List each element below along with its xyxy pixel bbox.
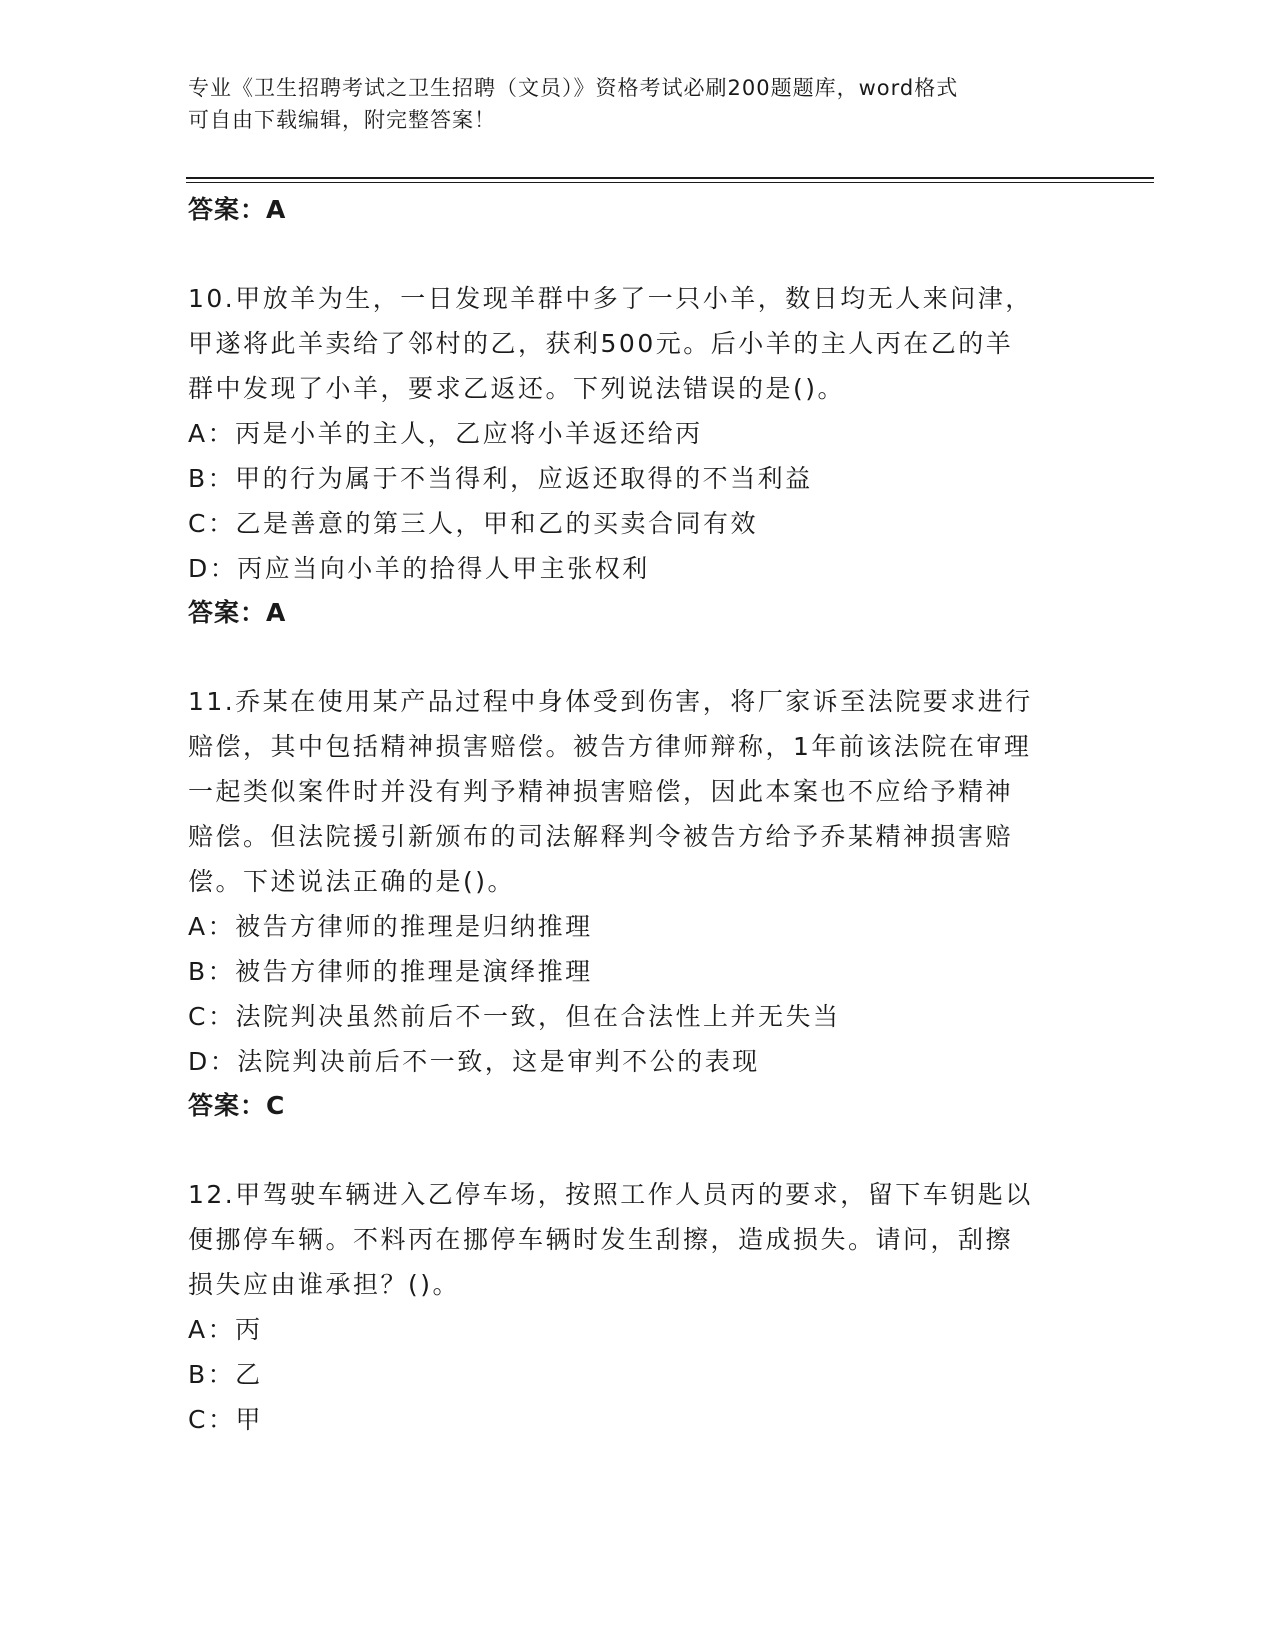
question-12: [188, 1172, 1088, 1442]
spacer: [188, 1128, 1088, 1172]
header-line-2: 可自由下载编辑，附完整答案！: [188, 108, 496, 132]
stem-line: 甲遂将此羊卖给了邻村的乙，获利500元。后小羊的主人丙在乙的羊: [188, 329, 1014, 358]
question-stem: [188, 276, 1088, 411]
stem-line: 偿。下述说法正确的是()。: [188, 867, 516, 896]
header-divider-thin: [186, 182, 1154, 183]
stem-line: 赔偿，其中包括精神损害赔偿。被告方律师辩称，1年前该法院在审理: [188, 732, 1032, 761]
header-line-1: 专业《卫生招聘考试之卫生招聘（文员）》资格考试必刷200题题库，word格式: [188, 76, 959, 100]
question-stem: [188, 1172, 1088, 1307]
spacer: [188, 232, 1088, 276]
answer-label: 答案：C: [188, 1091, 286, 1120]
option-c: C：法院判决虽然前后不一致，但在合法性上并无失当: [188, 1002, 841, 1031]
option-c: C：甲: [188, 1405, 263, 1434]
stem-line: 10.甲放羊为生，一日发现羊群中多了一只小羊，数日均无人来问津，: [188, 284, 1033, 313]
option-c: C：乙是善意的第三人，甲和乙的买卖合同有效: [188, 509, 758, 538]
option-b: B：甲的行为属于不当得利，应返还取得的不当利益: [188, 464, 813, 493]
answer-label: 答案：A: [188, 598, 287, 627]
question-list: [188, 188, 1088, 1442]
stem-line: 一起类似案件时并没有判予精神损害赔偿，因此本案也不应给予精神: [188, 777, 1014, 806]
question-stem: [188, 679, 1088, 904]
stem-line: 赔偿。但法院援引新颁布的司法解释判令被告方给予乔某精神损害赔: [188, 822, 1014, 851]
stem-line: 损失应由谁承担？()。: [188, 1270, 461, 1299]
question-10: [188, 276, 1088, 635]
question-11: [188, 679, 1088, 1128]
document-header: [188, 72, 1088, 136]
option-a: A：丙: [188, 1315, 263, 1344]
option-d: D：法院判决前后不一致，这是审判不公的表现: [188, 1047, 760, 1076]
spacer: [188, 635, 1088, 679]
header-divider-thick: [186, 177, 1154, 179]
stem-line: 12.甲驾驶车辆进入乙停车场，按照工作人员丙的要求，留下车钥匙以: [188, 1180, 1033, 1209]
stem-line: 群中发现了小羊，要求乙返还。下列说法错误的是()。: [188, 374, 846, 403]
stem-line: 便挪停车辆。不料丙在挪停车辆时发生刮擦，造成损失。请问，刮擦: [188, 1225, 1014, 1254]
option-a: A：被告方律师的推理是归纳推理: [188, 912, 593, 941]
option-b: B：乙: [188, 1360, 263, 1389]
stem-line: 11.乔某在使用某产品过程中身体受到伤害，将厂家诉至法院要求进行: [188, 687, 1033, 716]
previous-answer: 答案：A: [188, 195, 287, 224]
option-a: A：丙是小羊的主人，乙应将小羊返还给丙: [188, 419, 703, 448]
option-d: D：丙应当向小羊的拾得人甲主张权利: [188, 554, 650, 583]
option-b: B：被告方律师的推理是演绎推理: [188, 957, 593, 986]
